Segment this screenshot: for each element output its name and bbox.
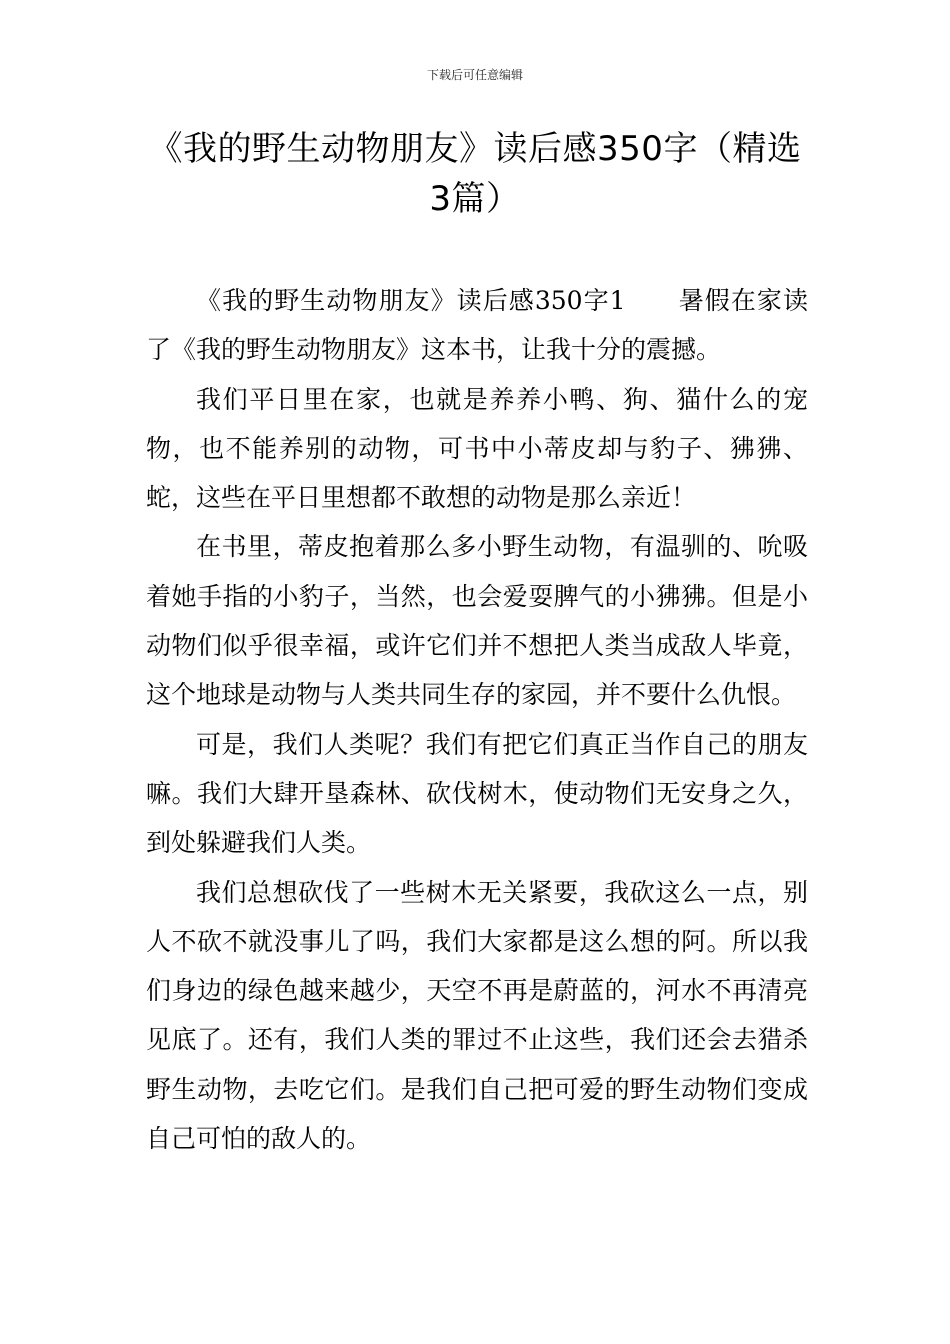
paragraph-5: 我们总想砍伐了一些树木无关紧要，我砍这么一点，别人不砍不就没事儿了吗，我们大家都是这么想的阿。所以我们身边的绿色越来越少，天空不再是蔚蓝的，河水不再清亮见底了。还有，我们人类的罪过不止这些，我们还会去猎杀野生动物，去吃它们。是我们自己把可爱的野生动物们变成自己可怕的敌人的。 — [146, 877, 808, 1154]
paragraph-1: 《我的野生动物朋友》读后感350字1 暑假在家读了《我的野生动物朋友》这本书，让我十分的震撼。 — [146, 286, 808, 365]
document-body — [146, 276, 808, 1163]
paragraph-4: 可是，我们人类呢？我们有把它们真正当作自己的朋友嘛。我们大肆开垦森林、砍伐树木，使动物们无安身之久，到处躲避我们人类。 — [146, 729, 808, 858]
paragraph-3: 在书里，蒂皮抱着那么多小野生动物，有温驯的、吮吸着她手指的小豹子，当然，也会爱耍脾气的小狒狒。但是小动物们似乎很幸福，或许它们并不想把人类当成敌人毕竟，这个地球是动物与人类共同生存的家园，并不要什么仇恨。 — [146, 532, 808, 710]
paragraph-2: 我们平日里在家，也就是养养小鸭、狗、猫什么的宠物，也不能养别的动物，可书中小蒂皮却与豹子、狒狒、蛇，这些在平日里想都不敢想的动物是那么亲近！ — [146, 384, 808, 513]
document-title: 《我的野生动物朋友》读后感350字（精选3篇） — [148, 129, 802, 219]
header-note: 下载后可任意编辑 — [426, 68, 523, 82]
